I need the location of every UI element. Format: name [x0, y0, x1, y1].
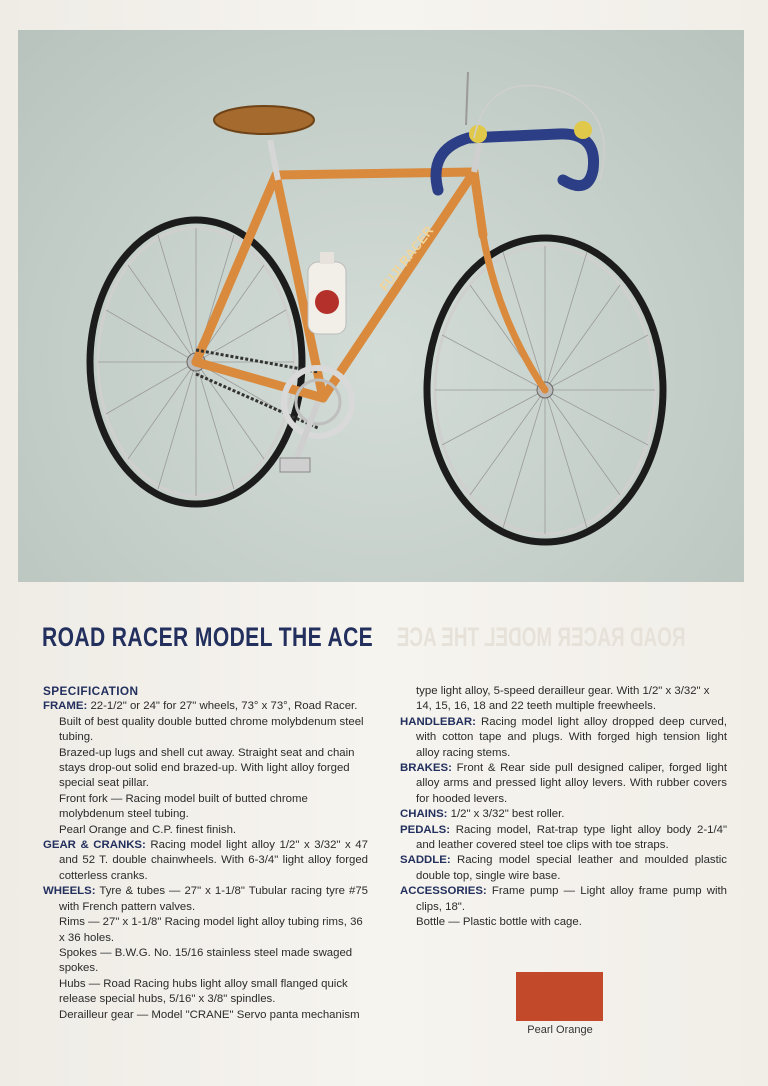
spec-saddle	[400, 853, 727, 884]
spec-key: ACCESSORIES:	[400, 885, 487, 898]
spec-derailleur-continuation	[400, 684, 727, 715]
spec-line: Front fork — Racing model built of butted chrome molybdenum steel tubing.	[59, 792, 308, 821]
bicycle-frame	[196, 172, 545, 398]
spec-line: Rims — 27" x 1-1/8" Racing model light alloy tubing rims, 36 x 36 holes.	[59, 916, 363, 944]
frame-decal: FUJI RACER	[376, 223, 437, 294]
color-swatch-label: Pearl Orange	[527, 1024, 593, 1036]
spec-line: type light alloy, 5-speed derailleur gear. With 1/2" x 3/32" x 14, 15, 16, 18 and 22 teeth multiple freewheels.	[416, 685, 710, 713]
saddle	[214, 106, 314, 180]
spec-line: Brazed-up lugs and shell cut away. Straight seat and chain stays drop-out solid end brazed-up. With light alloy forged special seat pillar.	[59, 746, 355, 790]
spec-line: Racing model special leather and moulded plastic double top, single wire base.	[416, 854, 727, 882]
spec-key: FRAME:	[43, 700, 88, 713]
spec-line: Racing model, Rat-trap type light alloy body 2-1/4" and leather covered steel toe clips with toe straps.	[416, 823, 727, 852]
spec-line: Tyre & tubes — 27" x 1-1/8" Tubular racing tyre #75 with French pattern valves.	[59, 885, 369, 913]
spec-accessories	[400, 884, 727, 930]
spec-line: Spokes — B.W.G. No. 15/16 stainless steel made swaged spokes.	[59, 946, 353, 975]
spec-line: 1/2" x 3/32" best roller.	[450, 808, 565, 821]
spec-line: Bottle — Plastic bottle with cage.	[416, 916, 582, 929]
spec-frame	[43, 699, 368, 838]
spec-column-right	[400, 684, 727, 931]
spec-key: HANDLEBAR:	[400, 715, 476, 728]
spec-line: Pearl Orange and C.P. finest finish.	[59, 823, 237, 836]
spec-line: Hubs — Road Racing hubs light alloy small flanged quick release special hubs, 5/16" x 3/8" spindles.	[59, 977, 348, 1006]
bicycle-illustration	[18, 30, 744, 582]
spec-column-left	[43, 684, 368, 1023]
bicycle-photo	[18, 30, 744, 582]
spec-key: GEAR & CRANKS:	[43, 839, 146, 852]
water-bottle	[308, 252, 346, 334]
spec-heading: SPECIFICATION	[43, 684, 139, 698]
spec-chains	[400, 807, 727, 822]
spec-key: WHEELS:	[43, 885, 96, 898]
spec-line: Racing model light alloy 1/2" x 3/32" x 47 and 52 T. double chainwheels. With 6-3/4" light alloy forged cotterless cranks.	[59, 839, 368, 882]
spec-gear-cranks	[43, 838, 368, 884]
show-through-text: ROAD RACER MODEL THE ACE	[396, 622, 686, 652]
spec-wheels	[43, 884, 368, 1023]
page-title: ROAD RACER MODEL THE ACE	[42, 622, 374, 652]
spec-brakes	[400, 761, 727, 807]
spec-key: CHAINS:	[400, 808, 448, 821]
spec-key: PEDALS:	[400, 823, 450, 836]
spec-line: Frame pump — Light alloy frame pump with clips, 18".	[416, 885, 727, 913]
spec-key: SADDLE:	[400, 854, 451, 867]
color-swatch	[516, 972, 603, 1021]
spec-handlebar	[400, 715, 727, 761]
spec-line: 22-1/2" or 24" for 27" wheels, 73° x 73°, Road Racer.	[90, 700, 358, 713]
spec-key: BRAKES:	[400, 762, 452, 775]
spec-pedals	[400, 823, 727, 854]
spec-line: Built of best quality double butted chrome molybdenum steel tubing.	[59, 715, 364, 744]
spec-line: Derailleur gear — Model "CRANE" Servo panta mechanism	[59, 1008, 360, 1021]
spec-line: Front & Rear side pull designed caliper, forged light alloy arms and pressed light alloy levers. With rubber covers for hooded levers.	[416, 762, 727, 805]
spec-line: Racing model light alloy dropped deep curved, with cotton tape and plugs. With forged high tension light alloy racing stems.	[416, 715, 727, 759]
